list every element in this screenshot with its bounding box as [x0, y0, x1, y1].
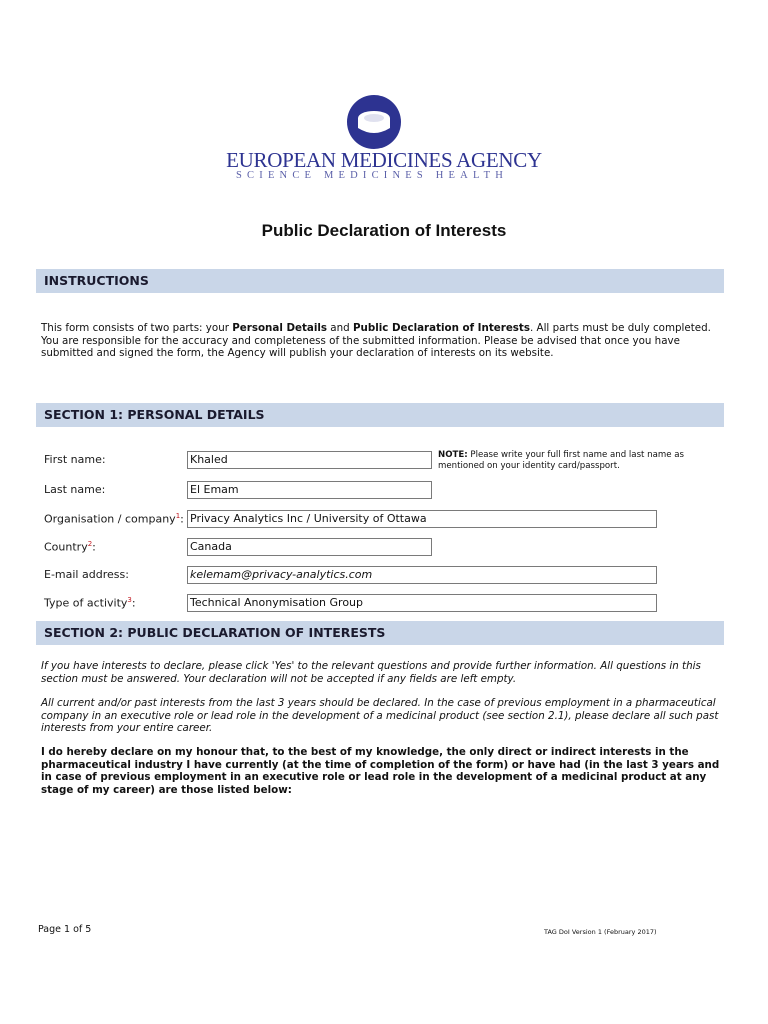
organisation-field[interactable]: Privacy Analytics Inc / University of Ottawa: [187, 510, 657, 528]
page-title: Public Declaration of Interests: [261, 221, 507, 240]
section2-heading: SECTION 2: PUBLIC DECLARATION OF INTERESTS: [36, 621, 724, 645]
agency-tagline: SCIENCE MEDICINES HEALTH: [236, 170, 508, 181]
activity-label: Type of activity$^3$:: [44, 596, 136, 610]
instructions-heading: INSTRUCTIONS: [36, 269, 724, 293]
section2-interests-period: All current and/or past interests from the last 3 years should be declared. In the case of previous employment in a pharmaceutical company in an executive role or lead role in the development of a medicinal product (see section 2.1), please declare all such past interests from your entire career.: [41, 697, 719, 734]
email-label: E-mail address:: [44, 568, 129, 581]
page-number: Page 1 of 5: [38, 924, 92, 935]
section1-heading: SECTION 1: PERSONAL DETAILS: [36, 403, 724, 427]
last-name-field[interactable]: El Emam: [187, 481, 432, 499]
email-field[interactable]: kelemam@privacy-analytics.com: [187, 566, 657, 584]
organisation-label: Organisation / company$^1$:: [44, 512, 184, 526]
name-note: NOTE: Please write your full first name and last name as mentioned on your identity card/passport.: [438, 450, 685, 471]
activity-field[interactable]: Technical Anonymisation Group: [187, 594, 657, 612]
last-name-label: Last name:: [44, 483, 106, 496]
section2-instructions: If you have interests to declare, please click 'Yes' to the relevant questions and provide further information. All questions in this section must be answered. Your declaration will not be accepted if any fields are left empty.: [41, 660, 701, 685]
instructions-text: This form consists of two parts: your Personal Details and Public Declaration of Interests. All parts must be duly completed. You are responsible for the accuracy and completeness of the submitted information. Please be advised that once you have submitted and signed the form, the Agency will publish your declaration of interests on its website.: [41, 322, 711, 359]
first-name-label: First name:: [44, 453, 106, 466]
first-name-field[interactable]: Khaled: [187, 451, 432, 469]
country-field[interactable]: Canada: [187, 538, 432, 556]
declaration-statement: I do hereby declare on my honour that, to the best of my knowledge, the only direct or indirect interests in the pharmaceutical industry I have currently (at the time of completion of the form) or have had (in the last 3 years and in case of previous employment in an executive role or lead role in the development of a medicinal product at any stage of my career) are those listed below:: [41, 746, 720, 796]
agency-name: EUROPEAN MEDICINES AGENCY: [226, 148, 542, 172]
version-info: TAG DoI Version 1 (February 2017): [544, 928, 657, 936]
country-label: Country$^2$:: [44, 540, 96, 554]
ema-logo-icon: [346, 94, 402, 150]
